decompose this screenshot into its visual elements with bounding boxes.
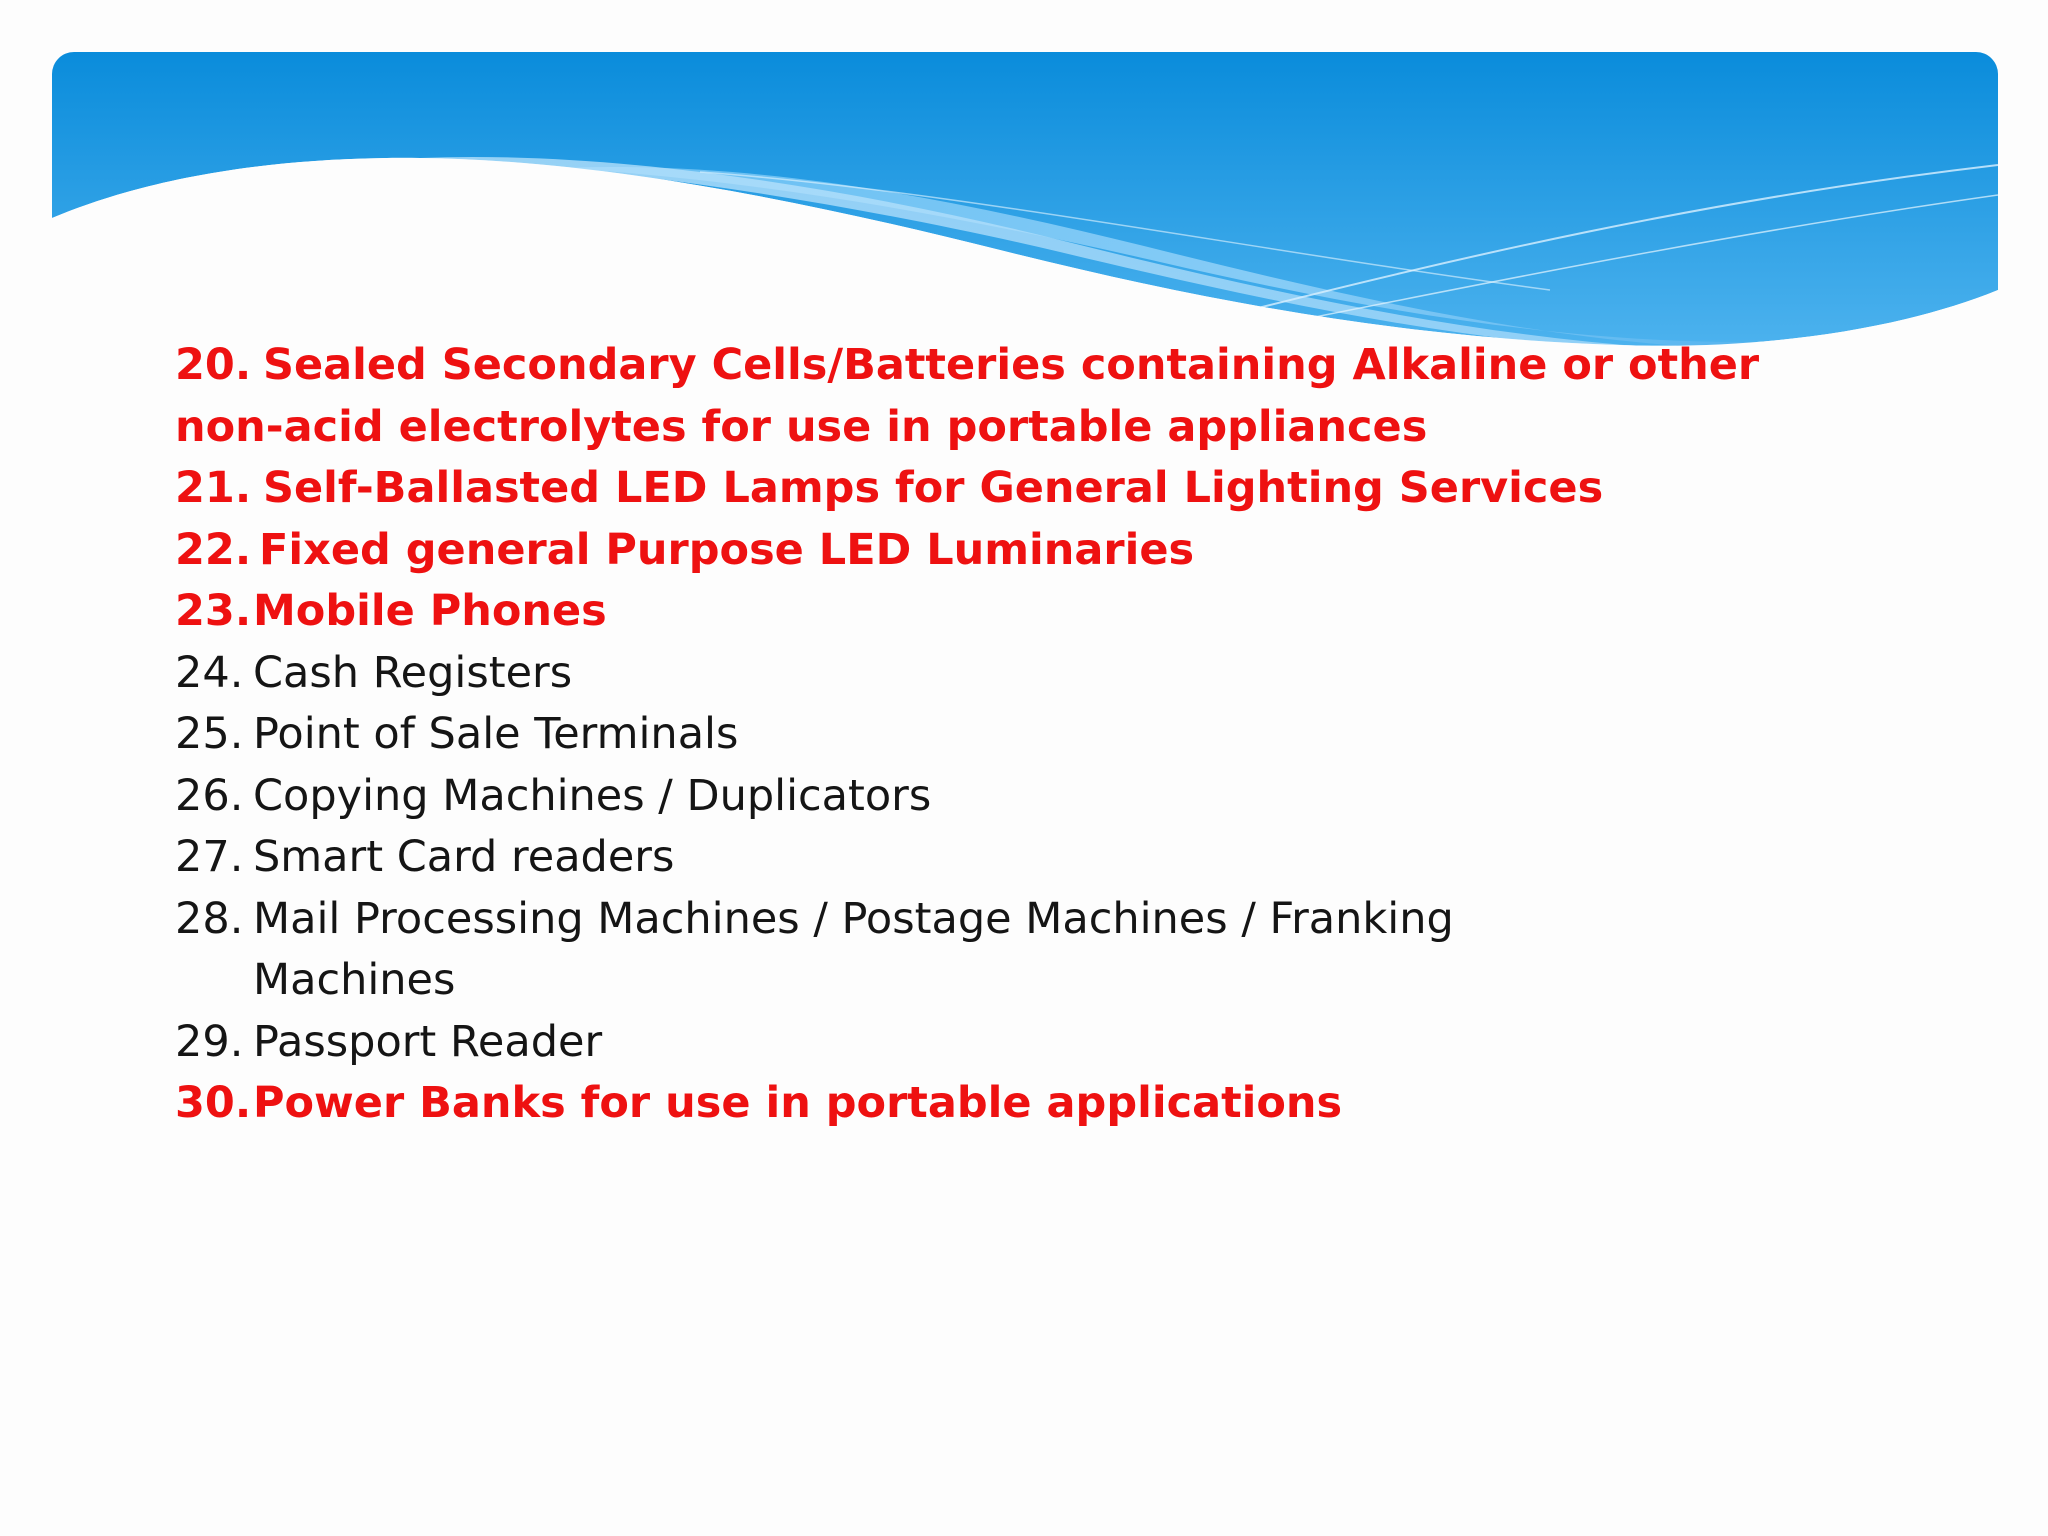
item-number: 27. <box>175 832 244 882</box>
list-item <box>175 643 1875 705</box>
item-text: Mail Processing Machines / Postage Machines / Franking <box>253 893 1454 944</box>
item-text: Mobile Phones <box>253 586 607 636</box>
list-item <box>175 766 1875 828</box>
item-text: Smart Card readers <box>253 832 675 882</box>
item-number: 24. <box>175 647 244 698</box>
item-number: 20. <box>175 340 252 390</box>
item-text-continued: non-acid electrolytes for use in portable appliances <box>175 401 1428 452</box>
list-item <box>175 827 1875 889</box>
item-number: 28. <box>175 893 244 944</box>
item-text: Power Banks for use in portable applications <box>253 1078 1343 1128</box>
item-number: 29. <box>175 1016 244 1067</box>
list-item <box>175 1012 1875 1074</box>
list-item <box>175 704 1875 766</box>
item-text: Point of Sale Terminals <box>253 709 739 759</box>
item-number: 22. <box>175 524 252 575</box>
item-text: Copying Machines / Duplicators <box>253 770 932 821</box>
item-number: 26. <box>175 770 244 821</box>
item-text: Sealed Secondary Cells/Batteries containing Alkaline or other <box>263 340 1760 390</box>
list-item <box>175 889 1875 1012</box>
item-text: Cash Registers <box>253 647 573 698</box>
wave-banner <box>0 0 2048 380</box>
item-number: 30. <box>175 1078 252 1128</box>
item-number: 21. <box>175 463 252 513</box>
list-item <box>175 458 1875 520</box>
item-text: Fixed general Purpose LED Luminaries <box>259 524 1195 575</box>
item-number: 23. <box>175 586 252 636</box>
list-item <box>175 581 1875 643</box>
item-text-continued: Machines <box>253 955 456 1005</box>
list-item <box>175 520 1875 582</box>
item-number: 25. <box>175 709 244 759</box>
list-item <box>175 335 1875 458</box>
item-text: Self-Ballasted LED Lamps for General Lighting Services <box>263 463 1604 513</box>
item-text: Passport Reader <box>253 1016 603 1067</box>
item-list <box>175 335 1875 1135</box>
list-item <box>175 1073 1875 1135</box>
